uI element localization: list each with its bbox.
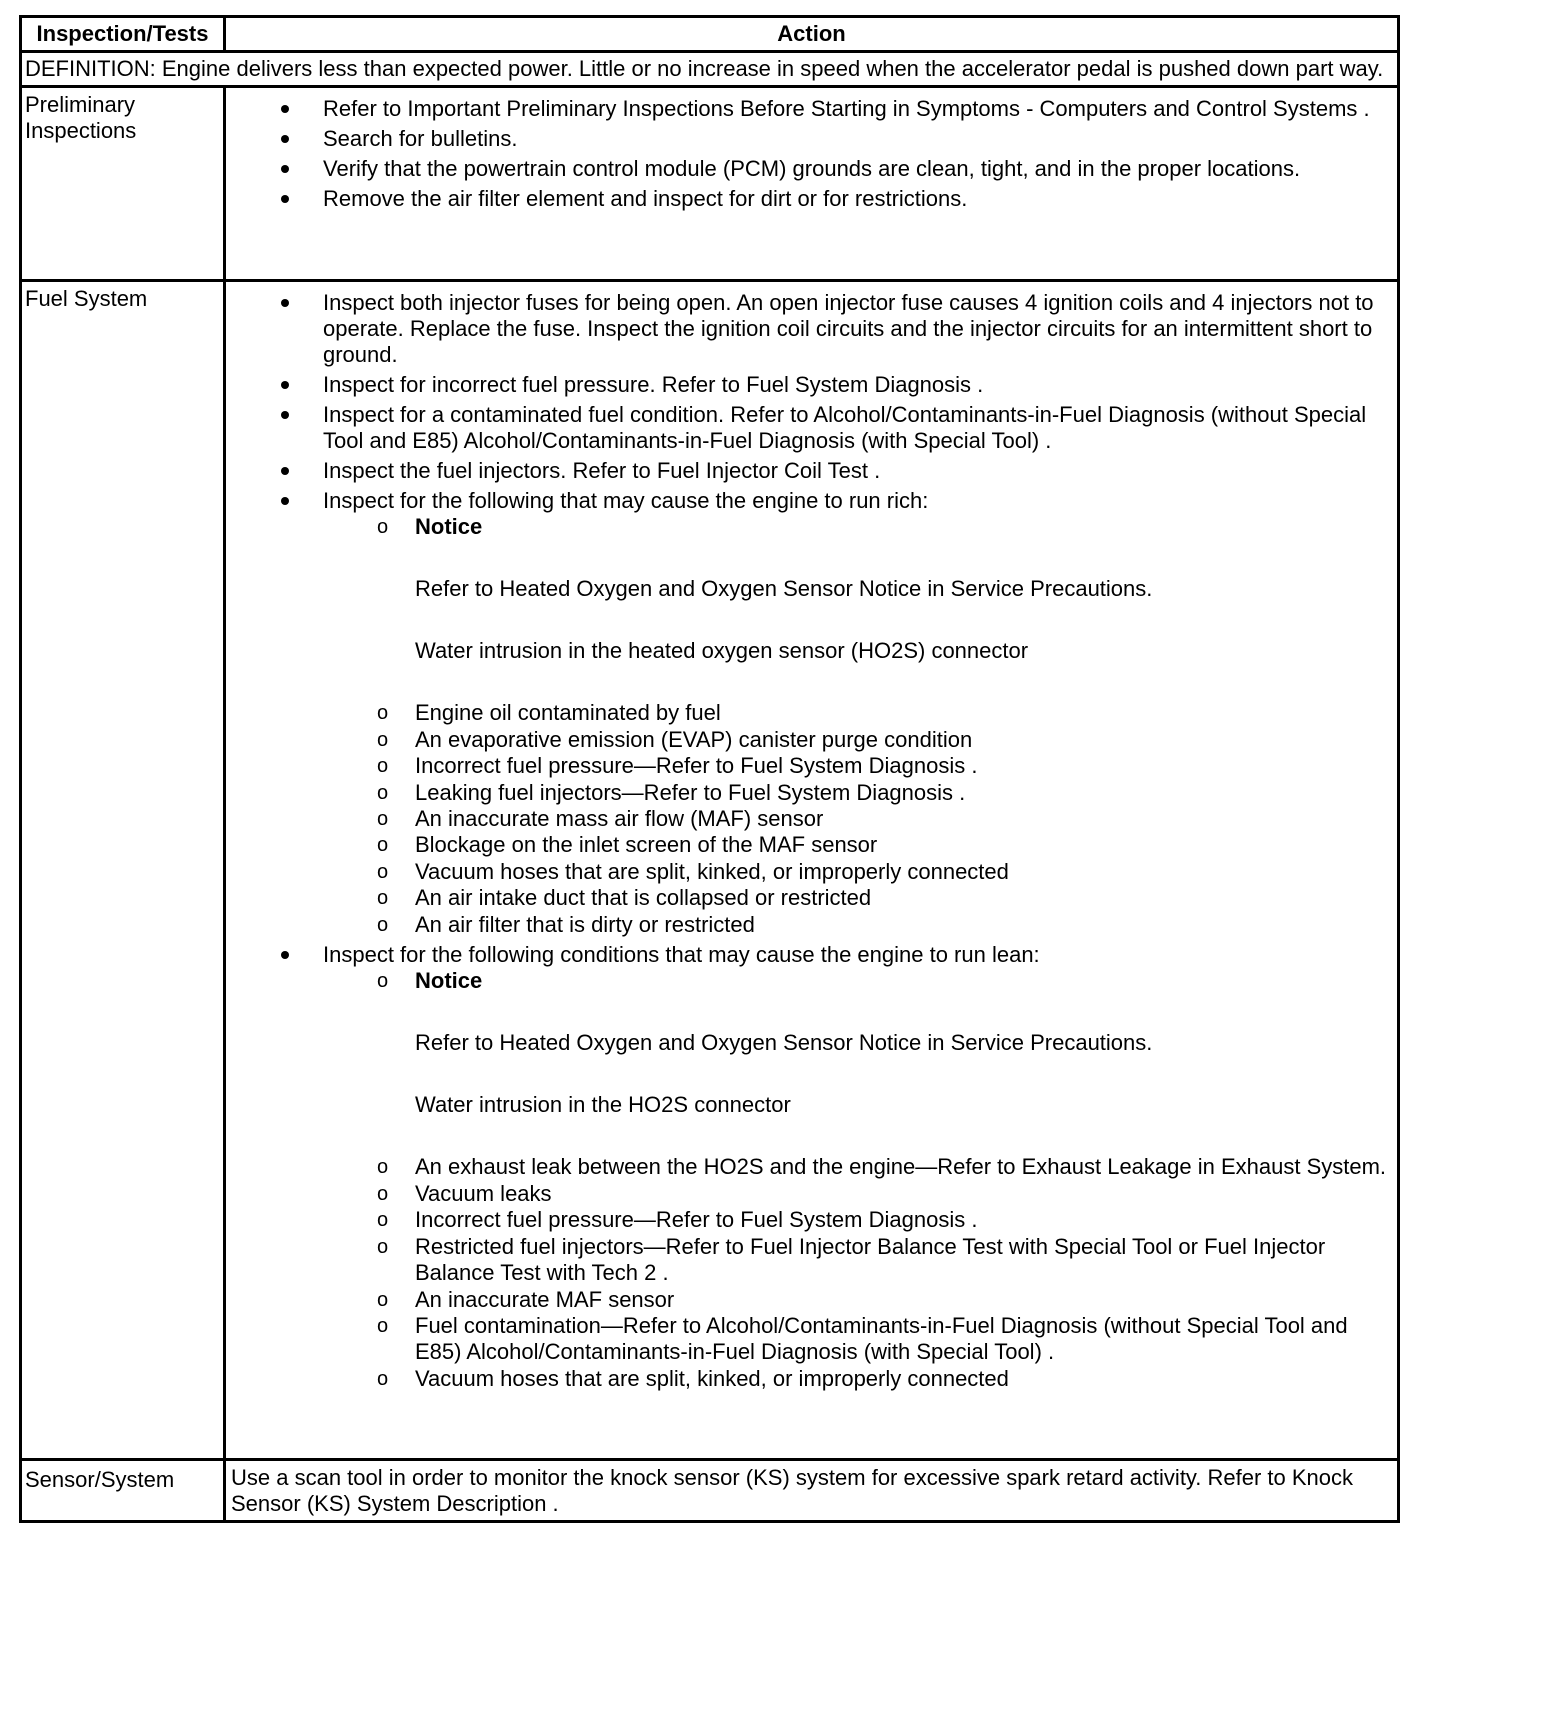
sub-list-item: o Engine oil contaminated by fuel (231, 700, 1393, 726)
fuel-list (226, 290, 1393, 1392)
lean-sublist (323, 968, 1393, 1392)
diagnostic-table (19, 15, 1400, 1523)
lean-conditions-item (226, 942, 1393, 1392)
list-item: Verify that the powertrain control module (PCM) grounds are clean, tight, and in the proper locations. (226, 156, 1393, 182)
sub-list-item: o An evaporative emission (EVAP) canister purge condition (231, 727, 1393, 753)
lean-intro: Inspect for the following conditions that may cause the engine to run lean: (323, 942, 1040, 968)
fuel-system-row (21, 281, 1399, 1460)
sub-list-item: o Vacuum hoses that are split, kinked, or improperly connected (231, 859, 1393, 885)
preliminary-row (21, 87, 1399, 281)
list-item: Search for bulletins. (226, 126, 1393, 152)
rich-notice (231, 514, 1393, 664)
sub-list-item: o Vacuum hoses that are split, kinked, or improperly connected (231, 1366, 1393, 1392)
sub-list-item: o Fuel contamination—Refer to Alcohol/Contaminants-in-Fuel Diagnosis (without Special Tool and E85) Alcohol/Contaminants-in-Fuel Diagnosis (with Special Tool) . (231, 1313, 1393, 1366)
header-inspection-tests: Inspection/Tests (21, 17, 225, 52)
header-action: Action (225, 17, 1399, 52)
sub-list-item: o Restricted fuel injectors—Refer to Fuel Injector Balance Test with Special Tool or Fuel Injector Balance Test with Tech 2 . (231, 1234, 1393, 1287)
sensor-system-text: Use a scan tool in order to monitor the knock sensor (KS) system for excessive spark retard activity. Refer to Knock Sensor (KS) System Description . (225, 1460, 1399, 1522)
sub-list-item: o Blockage on the inlet screen of the MAF sensor (231, 832, 1393, 858)
definition-text: DEFINITION: Engine delivers less than expected power. Little or no increase in speed when the accelerator pedal is pushed down part way. (21, 52, 1399, 87)
sub-list-item: o Incorrect fuel pressure—Refer to Fuel System Diagnosis . (231, 1207, 1393, 1233)
list-item: Inspect for a contaminated fuel condition. Refer to Alcohol/Contaminants-in-Fuel Diagnosis (without Special Tool and E85) Alcohol/Contaminants-in-Fuel Diagnosis (with Special Tool) . (226, 402, 1393, 454)
sub-list-item: o An inaccurate MAF sensor (231, 1287, 1393, 1313)
rich-conditions-item (226, 488, 1393, 938)
notice-item: Water intrusion in the HO2S connector (415, 1092, 791, 1118)
notice-item: Water intrusion in the heated oxygen sensor (HO2S) connector (415, 638, 1029, 664)
notice-title: o Notice (415, 968, 483, 994)
sensor-system-row (21, 1460, 1399, 1522)
sub-list-item: o An air filter that is dirty or restricted (231, 912, 1393, 938)
list-item: Refer to Important Preliminary Inspections Before Starting in Symptoms - Computers and Control Systems . (226, 96, 1393, 122)
sub-list-item: o An exhaust leak between the HO2S and the engine—Refer to Exhaust Leakage in Exhaust System. (231, 1154, 1393, 1180)
sensor-system-label: Sensor/System (21, 1460, 225, 1522)
notice-text: Refer to Heated Oxygen and Oxygen Sensor Notice in Service Precautions. (415, 1030, 1153, 1056)
sub-list-item: o An inaccurate mass air flow (MAF) sensor (231, 806, 1393, 832)
lean-notice (231, 968, 1393, 1118)
fuel-system-label: Fuel System (21, 281, 225, 1460)
header-row (21, 17, 1399, 52)
list-item: Inspect for incorrect fuel pressure. Refer to Fuel System Diagnosis . (226, 372, 1393, 398)
sub-list-item: o Leaking fuel injectors—Refer to Fuel System Diagnosis . (231, 780, 1393, 806)
list-item: Inspect the fuel injectors. Refer to Fuel Injector Coil Test . (226, 458, 1393, 484)
rich-intro: Inspect for the following that may cause the engine to run rich: (323, 488, 929, 513)
rich-sublist (323, 514, 1393, 938)
preliminary-actions (225, 87, 1399, 281)
sub-list-item: o Vacuum leaks (231, 1181, 1393, 1207)
fuel-system-actions (225, 281, 1399, 1460)
list-item: Remove the air filter element and inspect for dirt or for restrictions. (226, 186, 1393, 212)
preliminary-list (226, 96, 1393, 212)
sub-list-item: o Incorrect fuel pressure—Refer to Fuel System Diagnosis . (231, 753, 1393, 779)
preliminary-label: Preliminary Inspections (21, 87, 225, 281)
list-item: Inspect both injector fuses for being open. An open injector fuse causes 4 ignition coils and 4 injectors not to operate. Replace the fuse. Inspect the ignition coil circuits and the injector circuits for an intermittent short to ground. (226, 290, 1393, 368)
notice-title: o Notice (415, 514, 483, 539)
sub-list-item: o An air intake duct that is collapsed or restricted (231, 885, 1393, 911)
definition-row (21, 52, 1399, 87)
notice-text: Refer to Heated Oxygen and Oxygen Sensor Notice in Service Precautions. (415, 576, 1153, 602)
